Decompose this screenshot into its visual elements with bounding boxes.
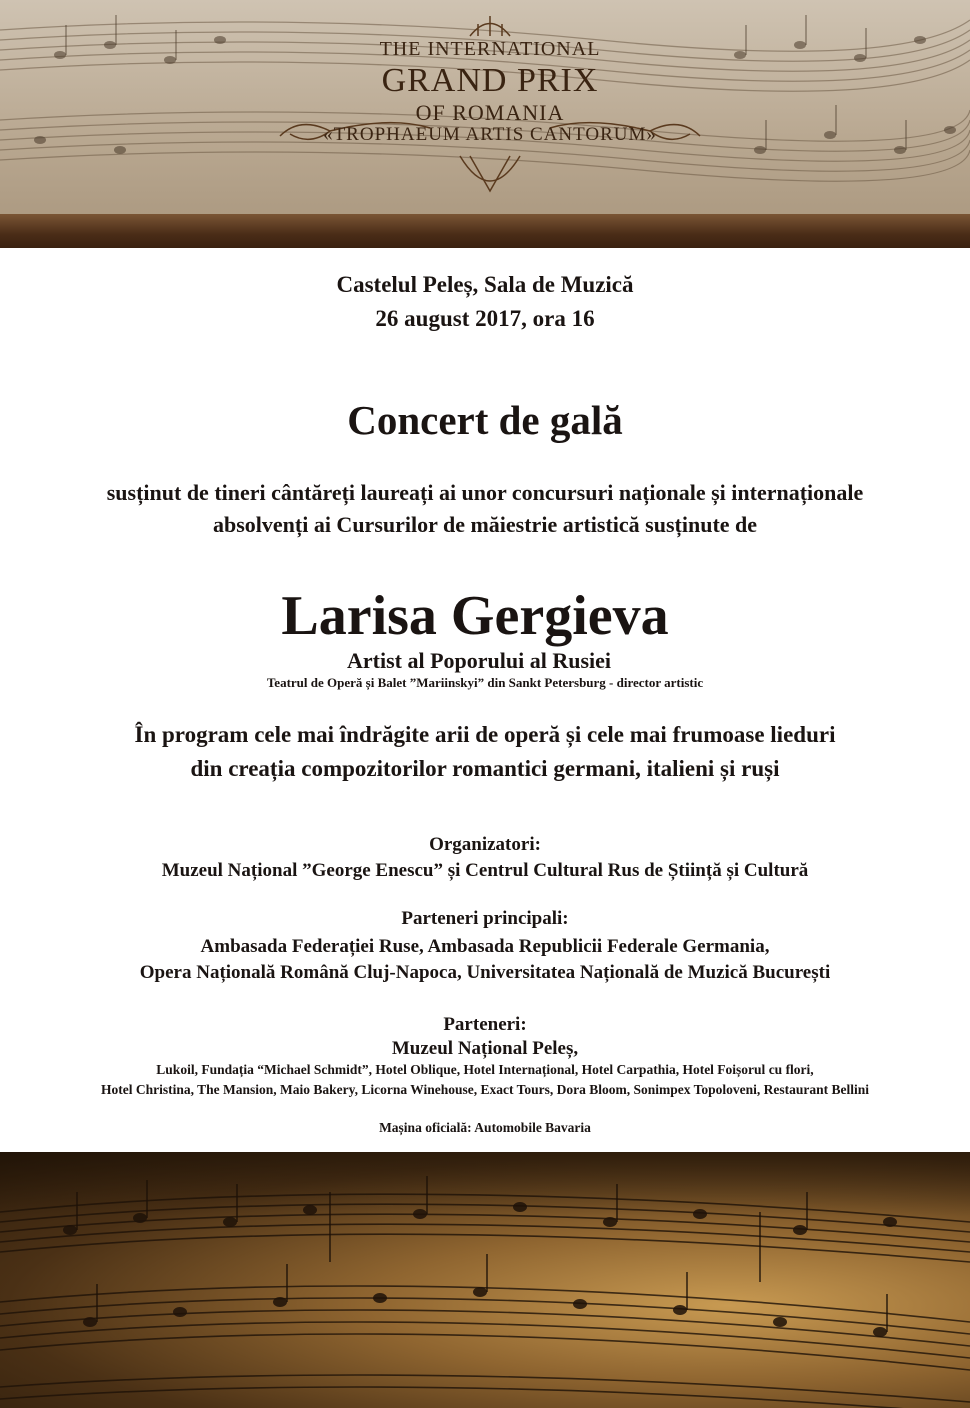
venue-datetime: 26 august 2017, ora 16 bbox=[375, 306, 595, 331]
poster-content bbox=[0, 248, 970, 1152]
main-partners-line-2: Opera Națională Română Cluj-Napoca, Universitatea Națională de Muzică București bbox=[139, 962, 831, 983]
main-partners-heading: Parteneri principali: bbox=[401, 908, 569, 929]
partners-heading: Parteneri: bbox=[443, 1014, 527, 1035]
organizers-heading: Organizatori: bbox=[429, 834, 541, 855]
logo-line-2: GRAND PRIX bbox=[381, 62, 599, 99]
organizers-text: Muzeul Național ”George Enescu” și Centrul Cultural Rus de Știință și Cultură bbox=[161, 860, 809, 881]
sheet-music-image bbox=[0, 1152, 970, 1408]
main-partners-line-1: Ambasada Federației Ruse, Ambasada Republicii Federale Germania, bbox=[200, 936, 770, 957]
top-banner bbox=[0, 0, 970, 248]
logo-line-3: OF ROMANIA bbox=[415, 100, 565, 125]
official-car: Mașina oficială: Automobile Bavaria bbox=[379, 1120, 591, 1135]
logo-line-4: «TROPHAEUM ARTIS CANTORUM» bbox=[323, 124, 657, 145]
top-dark-strip bbox=[0, 214, 970, 248]
competition-logo bbox=[270, 6, 710, 206]
concert-desc-line-2: absolvenți ai Cursurilor de măiestrie artistică susținute de bbox=[212, 512, 758, 537]
artist-title: Artist al Poporului al Rusiei bbox=[346, 648, 611, 673]
concert-title: Concert de gală bbox=[347, 397, 623, 443]
partners-line-2: Hotel Christina, The Mansion, Maio Bakery, Licorna Winehouse, Exact Tours, Dora Bloom, Sonimpex Topoloveni, Restaurant Bellini bbox=[100, 1082, 870, 1097]
program-line-2: din creația compozitorilor romantici germani, italieni și ruși bbox=[190, 756, 780, 781]
artist-role: Teatrul de Operă și Balet ”Mariinskyi” din Sankt Petersburg - director artistic bbox=[266, 675, 704, 690]
concert-desc-line-1: susținut de tineri cântăreți laureați ai unor concursuri naționale și internaționale bbox=[106, 480, 864, 505]
bottom-banner bbox=[0, 1152, 970, 1408]
program-line-1: În program cele mai îndrăgite arii de operă și cele mai frumoase lieduri bbox=[134, 722, 836, 747]
venue-place: Castelul Peleș, Sala de Muzică bbox=[336, 272, 634, 297]
partners-main: Muzeul Național Peleș, bbox=[391, 1038, 579, 1059]
logo-line-1: THE INTERNATIONAL bbox=[379, 38, 601, 60]
partners-line-1: Lukoil, Fundația “Michael Schmidt”, Hotel Oblique, Hotel Internațional, Hotel Carpathia, Hotel Foișorul cu flori, bbox=[156, 1062, 814, 1077]
artist-name: Larisa Gergieva bbox=[281, 585, 669, 647]
